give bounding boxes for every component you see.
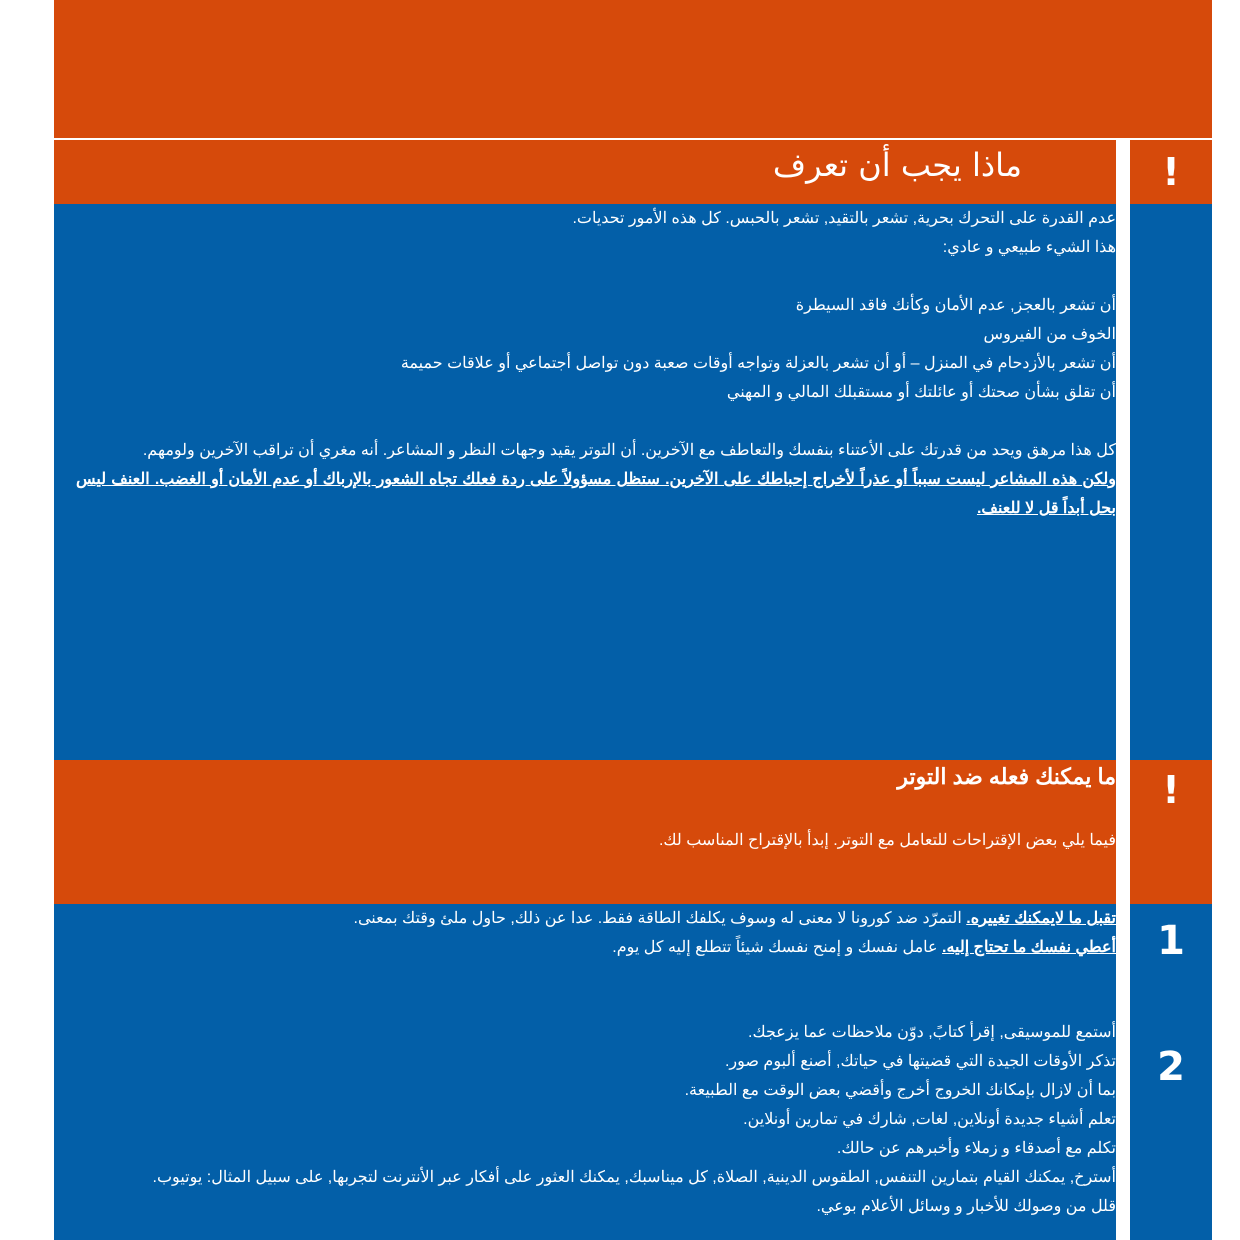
item1-text (76, 904, 1116, 962)
section1-title: ماذا يجب أن تعرف (772, 146, 1022, 184)
section2-exclamation-marker: ! (1162, 768, 1180, 812)
section1-line: أن تشعر بالعجز, عدم الأمان وكأنك فاقد السيطرة (795, 297, 1116, 314)
item1-a-text: التمرّد ضد كورونا لا معنى له وسوف يكلفك الطاقة فقط. عدا عن ذلك, حاول ملئ وقتك بمعنى. (353, 910, 967, 927)
top-banner (54, 0, 1212, 138)
item2-line: بما أن لازال بإمكانك الخروج أخرج وأقضي بعض الوقت مع الطبيعة. (684, 1082, 1116, 1099)
section1-line: هذا الشيء طبيعي و عادي: (942, 239, 1116, 256)
section2-intro: فيما يلي بعض الإقتراحات للتعامل مع التوتر. إبدأ بالإقتراح المناسب لك. (658, 832, 1116, 849)
item2-line: أسترخ, يمكنك القيام بتمارين التنفس, الطقوس الدينية, الصلاة, كل ميناسبك, يمكنك العثور على أفكار عبر الأنترنت لتجربها, على سبيل المثال: يوتيوب. (152, 1169, 1116, 1186)
section2-title: ما يمكنك فعله ضد التوتر (897, 764, 1116, 789)
section1-warning: ولكن هذه المشاعر ليست سبباً أو عذراً لأخراج إحباطك على الآخرين. ستظل مسؤولاً على ردة فعلك تجاه الشعور بالإرباك أو عدم الأمان أو الغضب. العنف ليس بحل أبداً قل لا للعنف. (76, 471, 1116, 517)
item2-line: تكلم مع أصدقاء و زملاء وأخبرهم عن حالك. (836, 1140, 1116, 1157)
item2-number: 2 (1157, 1044, 1185, 1090)
section1-line: الخوف من الفيروس (983, 326, 1116, 343)
section1-exclamation-marker: ! (1162, 150, 1180, 194)
item2-line: أستمع للموسيقى, إقرأ كتابً, دوّن ملاحظات عما يزعجك. (748, 1024, 1116, 1041)
section1-line: أن تقلق بشأن صحتك أو عائلتك أو مستقبلك المالي و المهني (726, 384, 1116, 401)
side-banner-top (1130, 0, 1212, 138)
section1-paragraph: كل هذا مرهق ويحد من قدرتك على الأعتناء بنفسك والتعاطف مع الآخرين. أن التوتر يقيد وجهات النظر و المشاعر. أنه مغري أن تراقب الآخرين ولومهم. (142, 442, 1116, 459)
item1-b-heading: أعطي نفسك ما تحتاج إليه. (942, 939, 1116, 956)
item1-number: 1 (1157, 918, 1185, 964)
item2-line: تذكر الأوقات الجيدة التي قضيتها في حياتك, أصنع ألبوم صور. (724, 1053, 1116, 1070)
side-section1-body (1130, 204, 1212, 760)
item1-a-heading: تقبل ما لايمكنك تغييره. (966, 910, 1116, 927)
section1-line: عدم القدرة على التحرك بحرية, تشعر بالتقيد, تشعر بالحبس. كل هذه الأمور تحديات. (572, 210, 1116, 227)
section1-line: أن تشعر بالأزدحام في المنزل – أو أن تشعر بالعزلة وتواجه أوقات صعبة دون تواصل أجتماعي أو علاقات حميمة (400, 355, 1116, 372)
item2-line: تعلم أشياء جديدة أونلاين, لغات, شارك في تمارين أونلاين. (743, 1111, 1116, 1128)
section1-body-text (76, 204, 1116, 523)
item2-list (76, 1018, 1116, 1221)
item1-b-text: عامل نفسك و إمنح نفسك شيئاً تتطلع إليه كل يوم. (612, 939, 943, 956)
item2-line: قلل من وصولك للأخبار و وسائل الأعلام بوعي. (816, 1198, 1116, 1215)
